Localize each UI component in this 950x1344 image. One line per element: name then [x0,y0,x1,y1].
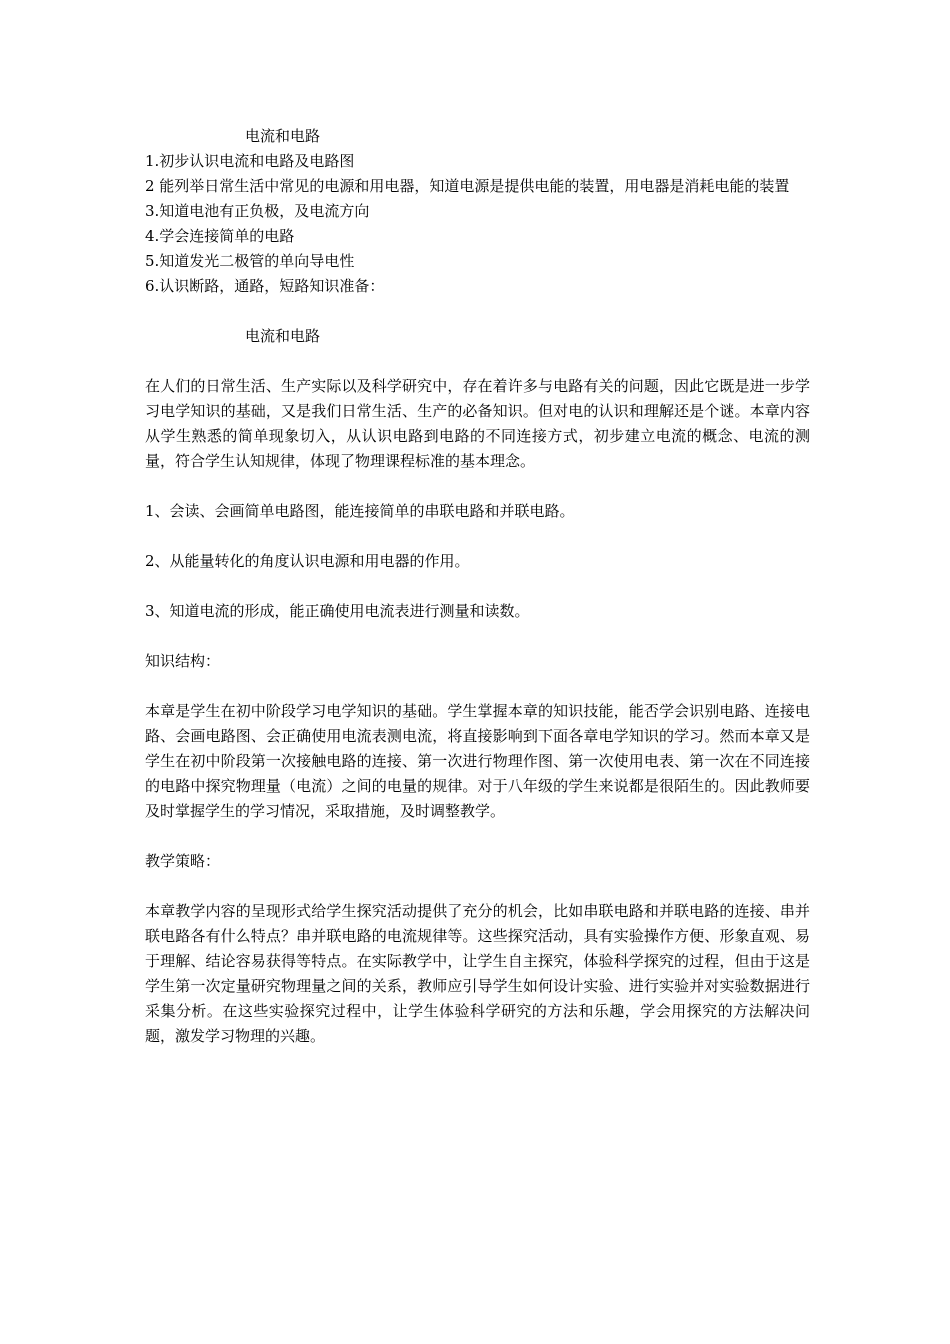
structure-heading: 知识结构： [145,652,221,670]
outline-item-5: 5.知道发光二极管的单向导电性 [145,252,355,270]
strategy-heading: 教学策略： [145,852,221,870]
section-title: 电流和电路 [245,327,321,345]
outline-title: 电流和电路 [245,127,321,145]
spacer [145,349,810,374]
outline-item-3: 3.知道电池有正负极，及电流方向 [145,202,370,220]
outline-item-2: 2 能列举日常生活中常见的电源和用电器，知道电源是提供电能的装置，用电器是消耗电能的装置 [145,177,790,195]
intro-paragraph: 在人们的日常生活、生产实际以及科学研究中，存在着许多与电路有关的问题，因此它既是进一步学习电学知识的基础，又是我们日常生活、生产的必备知识。但对电的认识和理解还是个谜。本章内容从学生熟悉的简单现象切入，从认识电路到电路的不同连接方式，初步建立电流的概念、电流的测量，符合学生认知规律，体现了物理课程标准的基本理念。 [145,377,810,470]
goal-item-1: 1、会读、会画简单电路图，能连接简单的串联电路和并联电路。 [145,502,575,520]
document-body [145,124,810,1049]
spacer [145,299,810,324]
spacer [145,624,810,649]
spacer [145,574,810,599]
outline-item-1: 1.初步认识电流和电路及电路图 [145,152,355,170]
goal-item-3: 3、知道电流的形成，能正确使用电流表进行测量和读数。 [145,602,530,620]
spacer [145,874,810,899]
goal-item-2: 2、从能量转化的角度认识电源和用电器的作用。 [145,552,470,570]
spacer [145,474,810,499]
outline-item-6: 6.认识断路，通路，短路知识准备： [145,277,385,295]
strategy-paragraph: 本章教学内容的呈现形式给学生探究活动提供了充分的机会，比如串联电路和并联电路的连接、串并联电路各有什么特点？串并联电路的电流规律等。这些探究活动，具有实验操作方便、形象直观、易于理解、结论容易获得等特点。在实际教学中，让学生自主探究，体验科学探究的过程，但由于这是学生第一次定量研究物理量之间的关系，教师应引导学生如何设计实验、进行实验并对实验数据进行采集分析。在这些实验探究过程中，让学生体验科学研究的方法和乐趣，学会用探究的方法解决问题，激发学习物理的兴趣。 [145,902,810,1045]
spacer [145,674,810,699]
outline-item-4: 4.学会连接简单的电路 [145,227,295,245]
structure-paragraph: 本章是学生在初中阶段学习电学知识的基础。学生掌握本章的知识技能，能否学会识别电路、连接电路、会画电路图、会正确使用电流表测电流，将直接影响到下面各章电学知识的学习。然而本章又是学生在初中阶段第一次接触电路的连接、第一次进行物理作图、第一次使用电表、第一次在不同连接的电路中探究物理量（电流）之间的电量的规律。对于八年级的学生来说都是很陌生的。因此教师要及时掌握学生的学习情况，采取措施，及时调整教学。 [145,702,810,820]
spacer [145,524,810,549]
spacer [145,824,810,849]
